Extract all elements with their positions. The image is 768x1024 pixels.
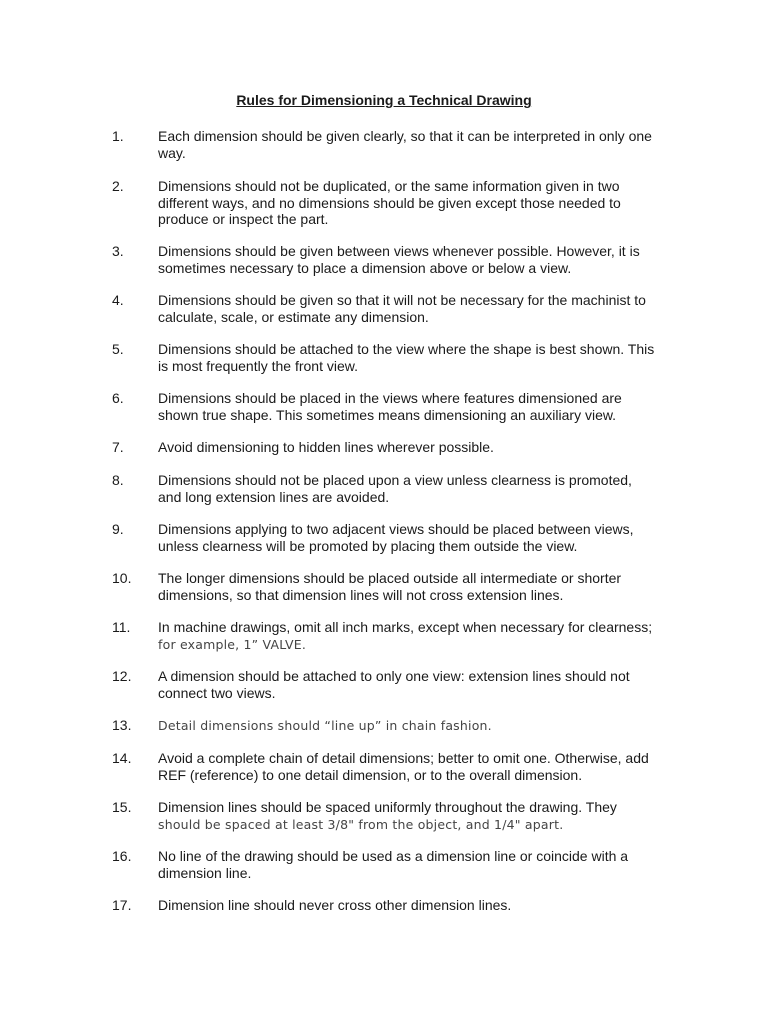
rule-text: Dimensions should not be placed upon a view unless clearness is promoted, and long extension lines are avoided. [158,472,632,505]
rule-text: Avoid a complete chain of detail dimensions; better to omit one. Otherwise, add REF (reference) to one detail dimension, or to the overall dimension. [158,750,649,783]
rule-number: 5. [112,341,124,357]
rule-number: 3. [112,243,124,259]
rule-text-line: Detail dimensions should “line up” in chain fashion. [158,718,492,733]
rule-text: Dimensions should be attached to the view where the shape is best shown. This is most frequently the front view. [158,341,655,374]
rule-text: Dimensions applying to two adjacent views should be placed between views, unless clearness will be promoted by placing them outside the view. [158,521,634,554]
rule-text: The longer dimensions should be placed outside all intermediate or shorter dimensions, so that dimension lines will not cross extension lines. [158,570,622,603]
rule-text [158,717,658,735]
rule-number: 1. [112,128,124,144]
rule-text-line: Dimension lines should be spaced uniformly throughout the drawing. They [158,799,617,815]
rule-number: 17. [112,897,132,913]
rule-text: Avoid dimensioning to hidden lines wherever possible. [158,439,494,455]
rule-number: 6. [112,390,124,406]
rule-number: 8. [112,472,124,488]
rule-text: Dimension line should never cross other dimension lines. [158,897,512,913]
rule-number: 10. [112,570,132,586]
rule-text-line: In machine drawings, omit all inch marks, except when necessary for clearness; [158,619,653,635]
rule-number: 14. [112,750,132,766]
rule-number: 12. [112,668,132,684]
page-title: Rules for Dimensioning a Technical Drawing [236,92,532,108]
rule-number: 2. [112,178,124,194]
rule-text [158,799,658,833]
rule-number: 9. [112,521,124,537]
rule-text [158,619,658,653]
rule-text: Dimensions should be given so that it will not be necessary for the machinist to calculate, scale, or estimate any dimension. [158,292,646,325]
rule-text: No line of the drawing should be used as a dimension line or coincide with a dimension line. [158,848,629,881]
rule-text: A dimension should be attached to only one view: extension lines should not connect two views. [158,668,630,701]
rule-number: 11. [112,619,131,635]
rule-text: Dimensions should be given between views whenever possible. However, it is sometimes necessary to place a dimension above or below a view. [158,243,640,276]
rule-number: 7. [112,439,124,455]
rule-number: 13. [112,717,132,733]
rule-text-line: should be spaced at least 3/8" from the object, and 1/4" apart. [158,816,564,832]
rule-number: 15. [112,799,132,815]
rule-number: 16. [112,848,132,864]
rule-text: Dimensions should be placed in the views where features dimensioned are shown true shape. This sometimes means dimensioning an auxiliary view. [158,390,622,423]
rule-text: Each dimension should be given clearly, so that it can be interpreted in only one way. [158,128,652,161]
rule-text-line: for example, 1” VALVE. [158,636,307,652]
rule-number: 4. [112,292,124,308]
rule-text: Dimensions should not be duplicated, or the same information given in two different ways, and no dimensions should be given except those needed to produce or inspect the part. [158,178,621,227]
